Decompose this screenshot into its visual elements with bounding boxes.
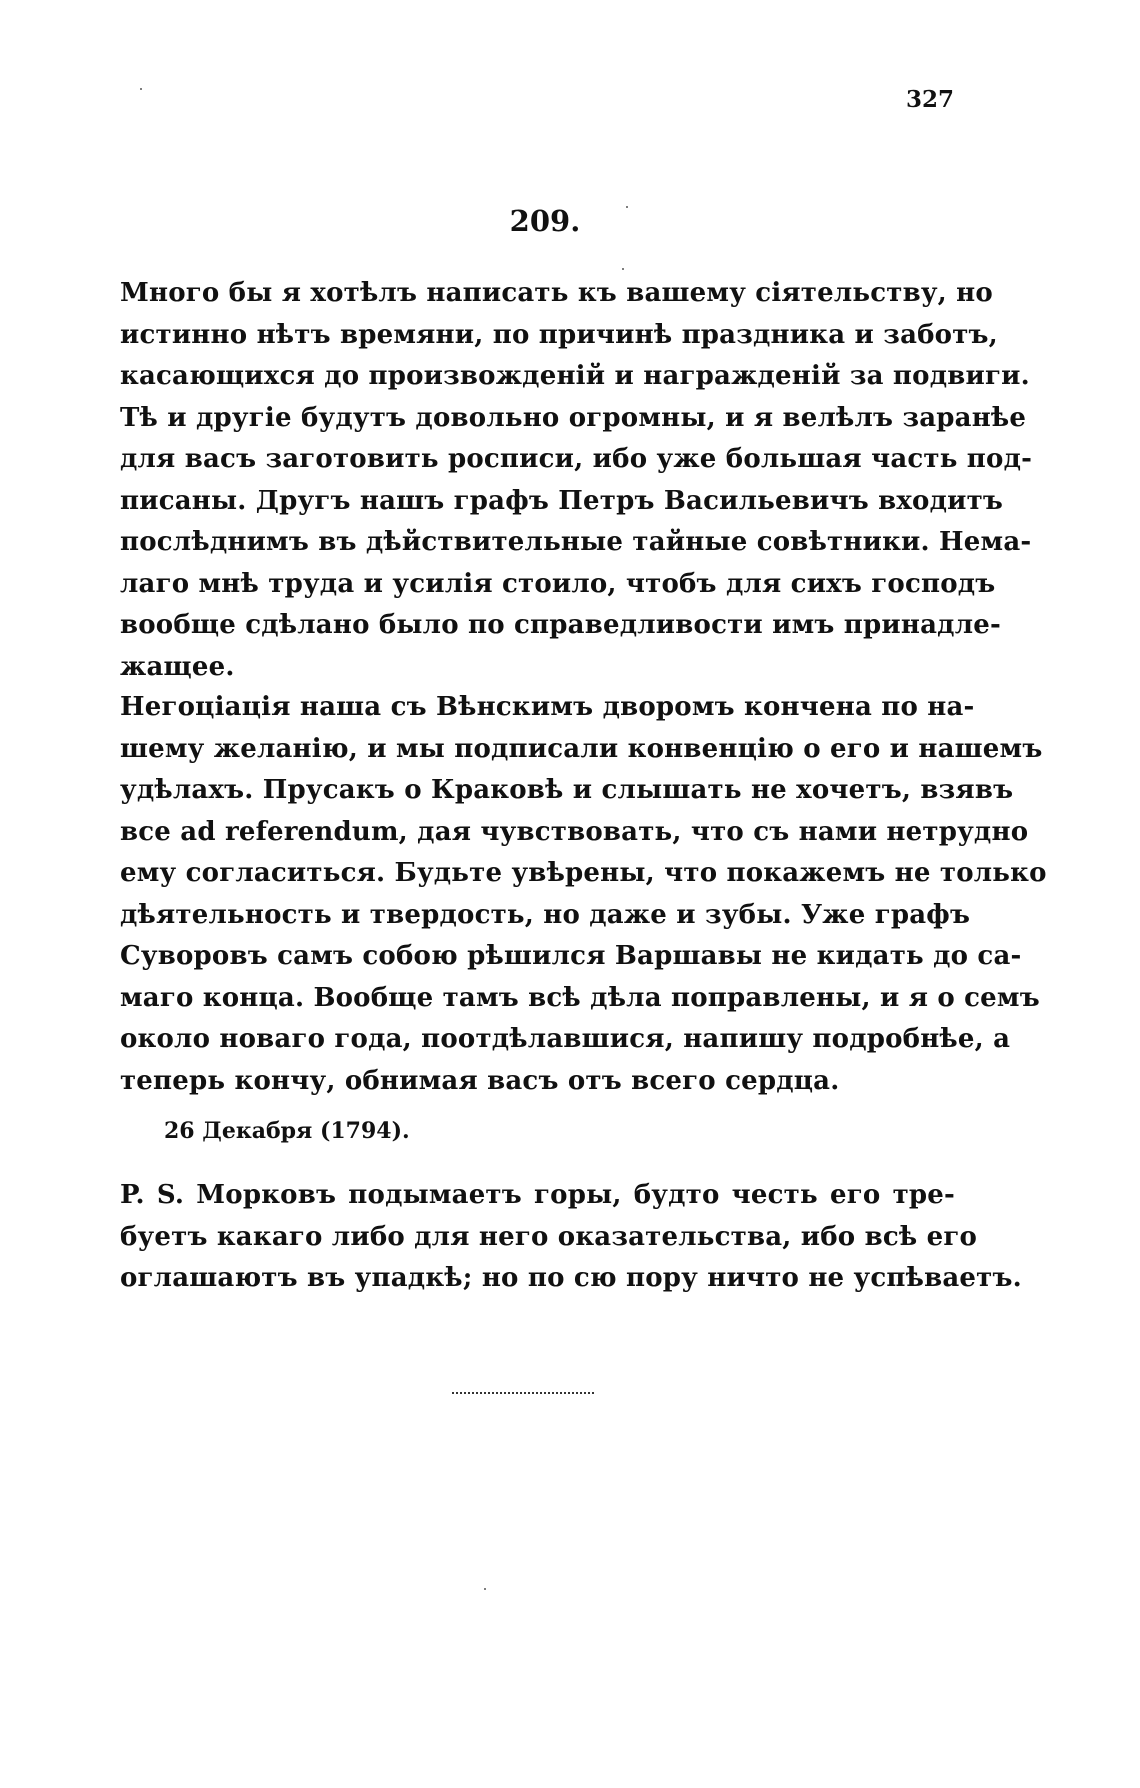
paper-speck: [140, 88, 142, 90]
text-line: удѣлахъ. Прусакъ о Краковѣ и слышать не хочетъ, взявъ: [120, 775, 1014, 805]
text-line: маго конца. Вообще тамъ всѣ дѣла поправлены, и я о семъ: [120, 982, 1040, 1013]
text-line: жащее.: [120, 651, 235, 682]
text-line: Негоціація наша съ Вѣнскимъ дворомъ кончена по на-: [120, 692, 975, 722]
postscript: [120, 1175, 1022, 1300]
text-line: оглашаютъ въ упадкѣ; но по сю пору ничто не успѣваетъ.: [120, 1263, 1022, 1293]
text-line: послѣднимъ въ дѣйствительные тайные совѣтники. Нема-: [120, 527, 1032, 557]
text-line: лаго мнѣ труда и усилія стоило, чтобъ для сихъ господъ: [120, 568, 996, 599]
page-number: 327: [905, 86, 954, 113]
text-line: Тѣ и другіе будутъ довольно огромны, и я велѣлъ заранѣе: [120, 402, 1027, 433]
text-line: теперь кончу, обнимая васъ отъ всего сердца.: [120, 1065, 840, 1096]
text-line: все ad referendum, дая чувствовать, что съ нами нетрудно: [120, 816, 1029, 847]
text-line: около новаго года, поотдѣлавшися, напишу подробнѣе, а: [120, 1024, 1011, 1054]
text-line: истинно нѣтъ времяни, по причинѣ праздника и заботъ,: [120, 319, 998, 350]
text-line: P. S. Морковъ подымаетъ горы, будто честь его тре-: [120, 1180, 955, 1210]
paper-speck: [622, 268, 624, 270]
text-line: писаны. Другъ нашъ графъ Петръ Васильевичъ входитъ: [120, 485, 1004, 516]
document-number: 209.: [509, 204, 581, 238]
text-line: буетъ какаго либо для него оказательства, ибо всѣ его: [120, 1221, 978, 1252]
text-line: касающихся до произвожденій и награжденій за подвиги.: [120, 361, 1030, 391]
text-line: шему желанію, и мы подписали конвенцію о его и нашемъ: [120, 733, 1043, 764]
text-line: дѣятельность и твердость, но даже и зубы. Уже графъ: [120, 899, 971, 930]
text-line: ему согласиться. Будьте увѣрены, что покажемъ не только: [120, 858, 1047, 888]
end-dotted-rule: [452, 1392, 594, 1394]
text-line: Суворовъ самъ собою рѣшился Варшавы не кидать до са-: [120, 941, 1022, 971]
paragraph-1: [120, 273, 1033, 688]
paragraph-2: [120, 687, 1047, 1102]
date-line: 26 Декабря (1794).: [164, 1118, 410, 1144]
text-line: для васъ заготовить росписи, ибо уже большая часть под-: [120, 444, 1033, 474]
paper-speck: [626, 206, 628, 208]
text-line: Много бы я хотѣлъ написать къ вашему сіятельству, но: [120, 278, 993, 308]
text-line: вообще сдѣлано было по справедливости имъ принадле-: [120, 610, 1001, 640]
paper-speck: [484, 1588, 486, 1590]
